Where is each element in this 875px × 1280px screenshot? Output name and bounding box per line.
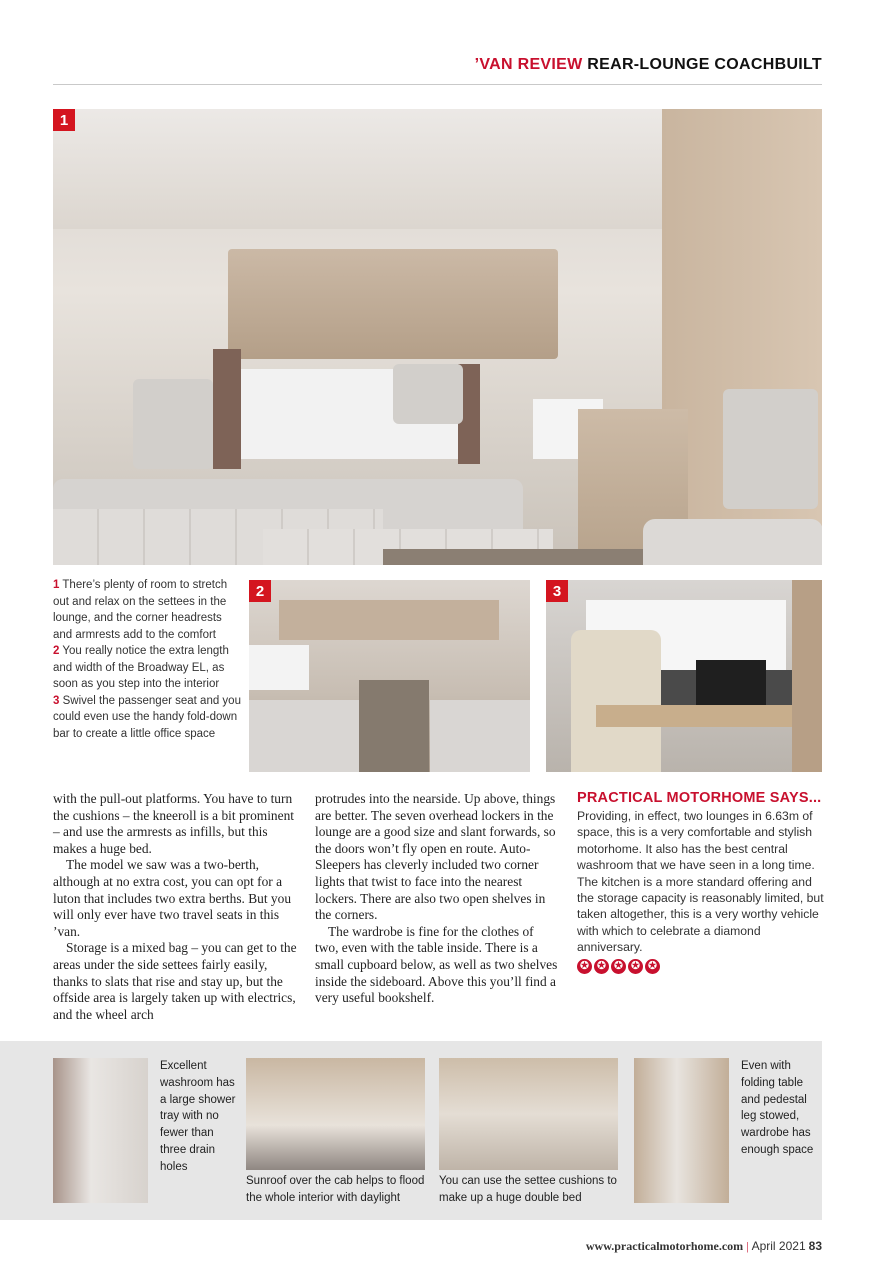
window [249, 645, 309, 690]
interior-length-photo [249, 580, 530, 772]
aisle [359, 680, 429, 772]
issue-date: April 2021 [751, 1239, 806, 1253]
section-label: ’VAN REVIEW [474, 56, 583, 73]
paragraph: protrudes into the nearside. Up above, things are better. The seven overhead lockers in the lounge are a good size and slant forwards, so the doors won’t fly open en route. Auto-Sleepers has cleverly included two corner lights that twist to face into the nearest lockers. There are also two open shelves in the corners. [315, 791, 556, 923]
footer-separator: | [746, 1239, 749, 1253]
double-bed-caption: You can use the settee cushions to make up a huge double bed [439, 1175, 617, 1204]
cushion [393, 364, 463, 424]
cushion [133, 379, 213, 469]
caption-1: 1 There’s plenty of room to stretch out and relax on the settees in the lounge, and the corner headrests and armrests add to the comfort [53, 579, 228, 641]
category-label: REAR-LOUNGE COACHBUILT [587, 56, 822, 73]
fold-down-bar [596, 705, 822, 727]
star-icon: ✪ [645, 959, 660, 974]
lounge-photo [53, 109, 822, 565]
side-wall [792, 580, 822, 772]
page-number: 83 [808, 1239, 822, 1253]
star-icon: ✪ [577, 959, 592, 974]
star-icon: ✪ [594, 959, 609, 974]
wardrobe-photo [634, 1058, 729, 1203]
washroom-photo [53, 1058, 148, 1203]
overhead-lockers [228, 249, 558, 359]
verdict-title: PRACTICAL MOTORHOME SAYS... [577, 790, 822, 806]
verdict-box [577, 790, 825, 974]
photo-captions [53, 577, 243, 742]
overhead-lockers [279, 600, 499, 640]
photo-number: 3 [546, 580, 568, 602]
paragraph: The wardrobe is fine for the clothes of two, even with the table inside. There is a small cupboard below, as well as two shelves inside the sideboard. Above this you’ll find a very useful bookshelf. [315, 923, 558, 1006]
star-rating [577, 959, 825, 974]
double-bed-photo [439, 1058, 618, 1170]
body-column-1 [53, 791, 298, 1023]
body-column-2 [315, 791, 560, 1007]
wardrobe-caption: Even with folding table and pedestal leg stowed, wardrobe has enough space [741, 1060, 814, 1156]
caption-3: 3 Swivel the passenger seat and you could even use the handy fold-down bar to create a little office space [53, 694, 241, 740]
sunroof-caption: Sunroof over the cab helps to flood the whole interior with daylight [246, 1175, 425, 1204]
settee-right [430, 700, 530, 772]
page-footer [586, 1239, 822, 1254]
settee-right [643, 519, 822, 565]
paragraph: with the pull-out platforms. You have to turn the cushions – the kneeroll is a bit prominent – and use the armrests as infills, but this makes a huge bed. [53, 791, 294, 856]
verdict-body: Providing, in effect, two lounges in 6.63m of space, this is a very comfortable and stylish motorhome. It also has the best central washroom that we have seen in a long time. The kitchen is a more standard offering and the storage capacity is reasonably limited, but taken altogether, this is a very worthy vehicle with which to celebrate a diamond anniversary. [577, 809, 824, 955]
photo-number: 2 [249, 580, 271, 602]
cushion [723, 389, 818, 509]
photo-number: 1 [53, 109, 75, 131]
section-header [475, 56, 822, 74]
passenger-seat [571, 630, 661, 772]
sunroof-photo [246, 1058, 425, 1170]
curtain [213, 349, 241, 469]
floor [383, 549, 663, 565]
cab-office-photo [546, 580, 822, 772]
paragraph: Storage is a mixed bag – you can get to the areas under the side settees fairly easily, thanks to slats that rise and stay up, but the offside area is largely taken up with electrics, and the wheel arch [53, 940, 297, 1022]
settee-left [249, 700, 359, 772]
star-icon: ✪ [628, 959, 643, 974]
paragraph: The model we saw was a two-berth, although at no extra cost, you can opt for a luton that includes two extra berths. But you will only ever have two travel seats in this ’van. [53, 857, 292, 939]
laptop [696, 660, 766, 708]
website-url: www.practicalmotorhome.com [585, 1239, 744, 1253]
header-rule [53, 84, 822, 85]
washroom-caption: Excellent washroom has a large shower tray with no fewer than three drain holes [160, 1060, 236, 1173]
caption-2: 2 You really notice the extra length and width of the Broadway EL, as soon as you step into the interior [53, 645, 229, 690]
star-icon: ✪ [611, 959, 626, 974]
